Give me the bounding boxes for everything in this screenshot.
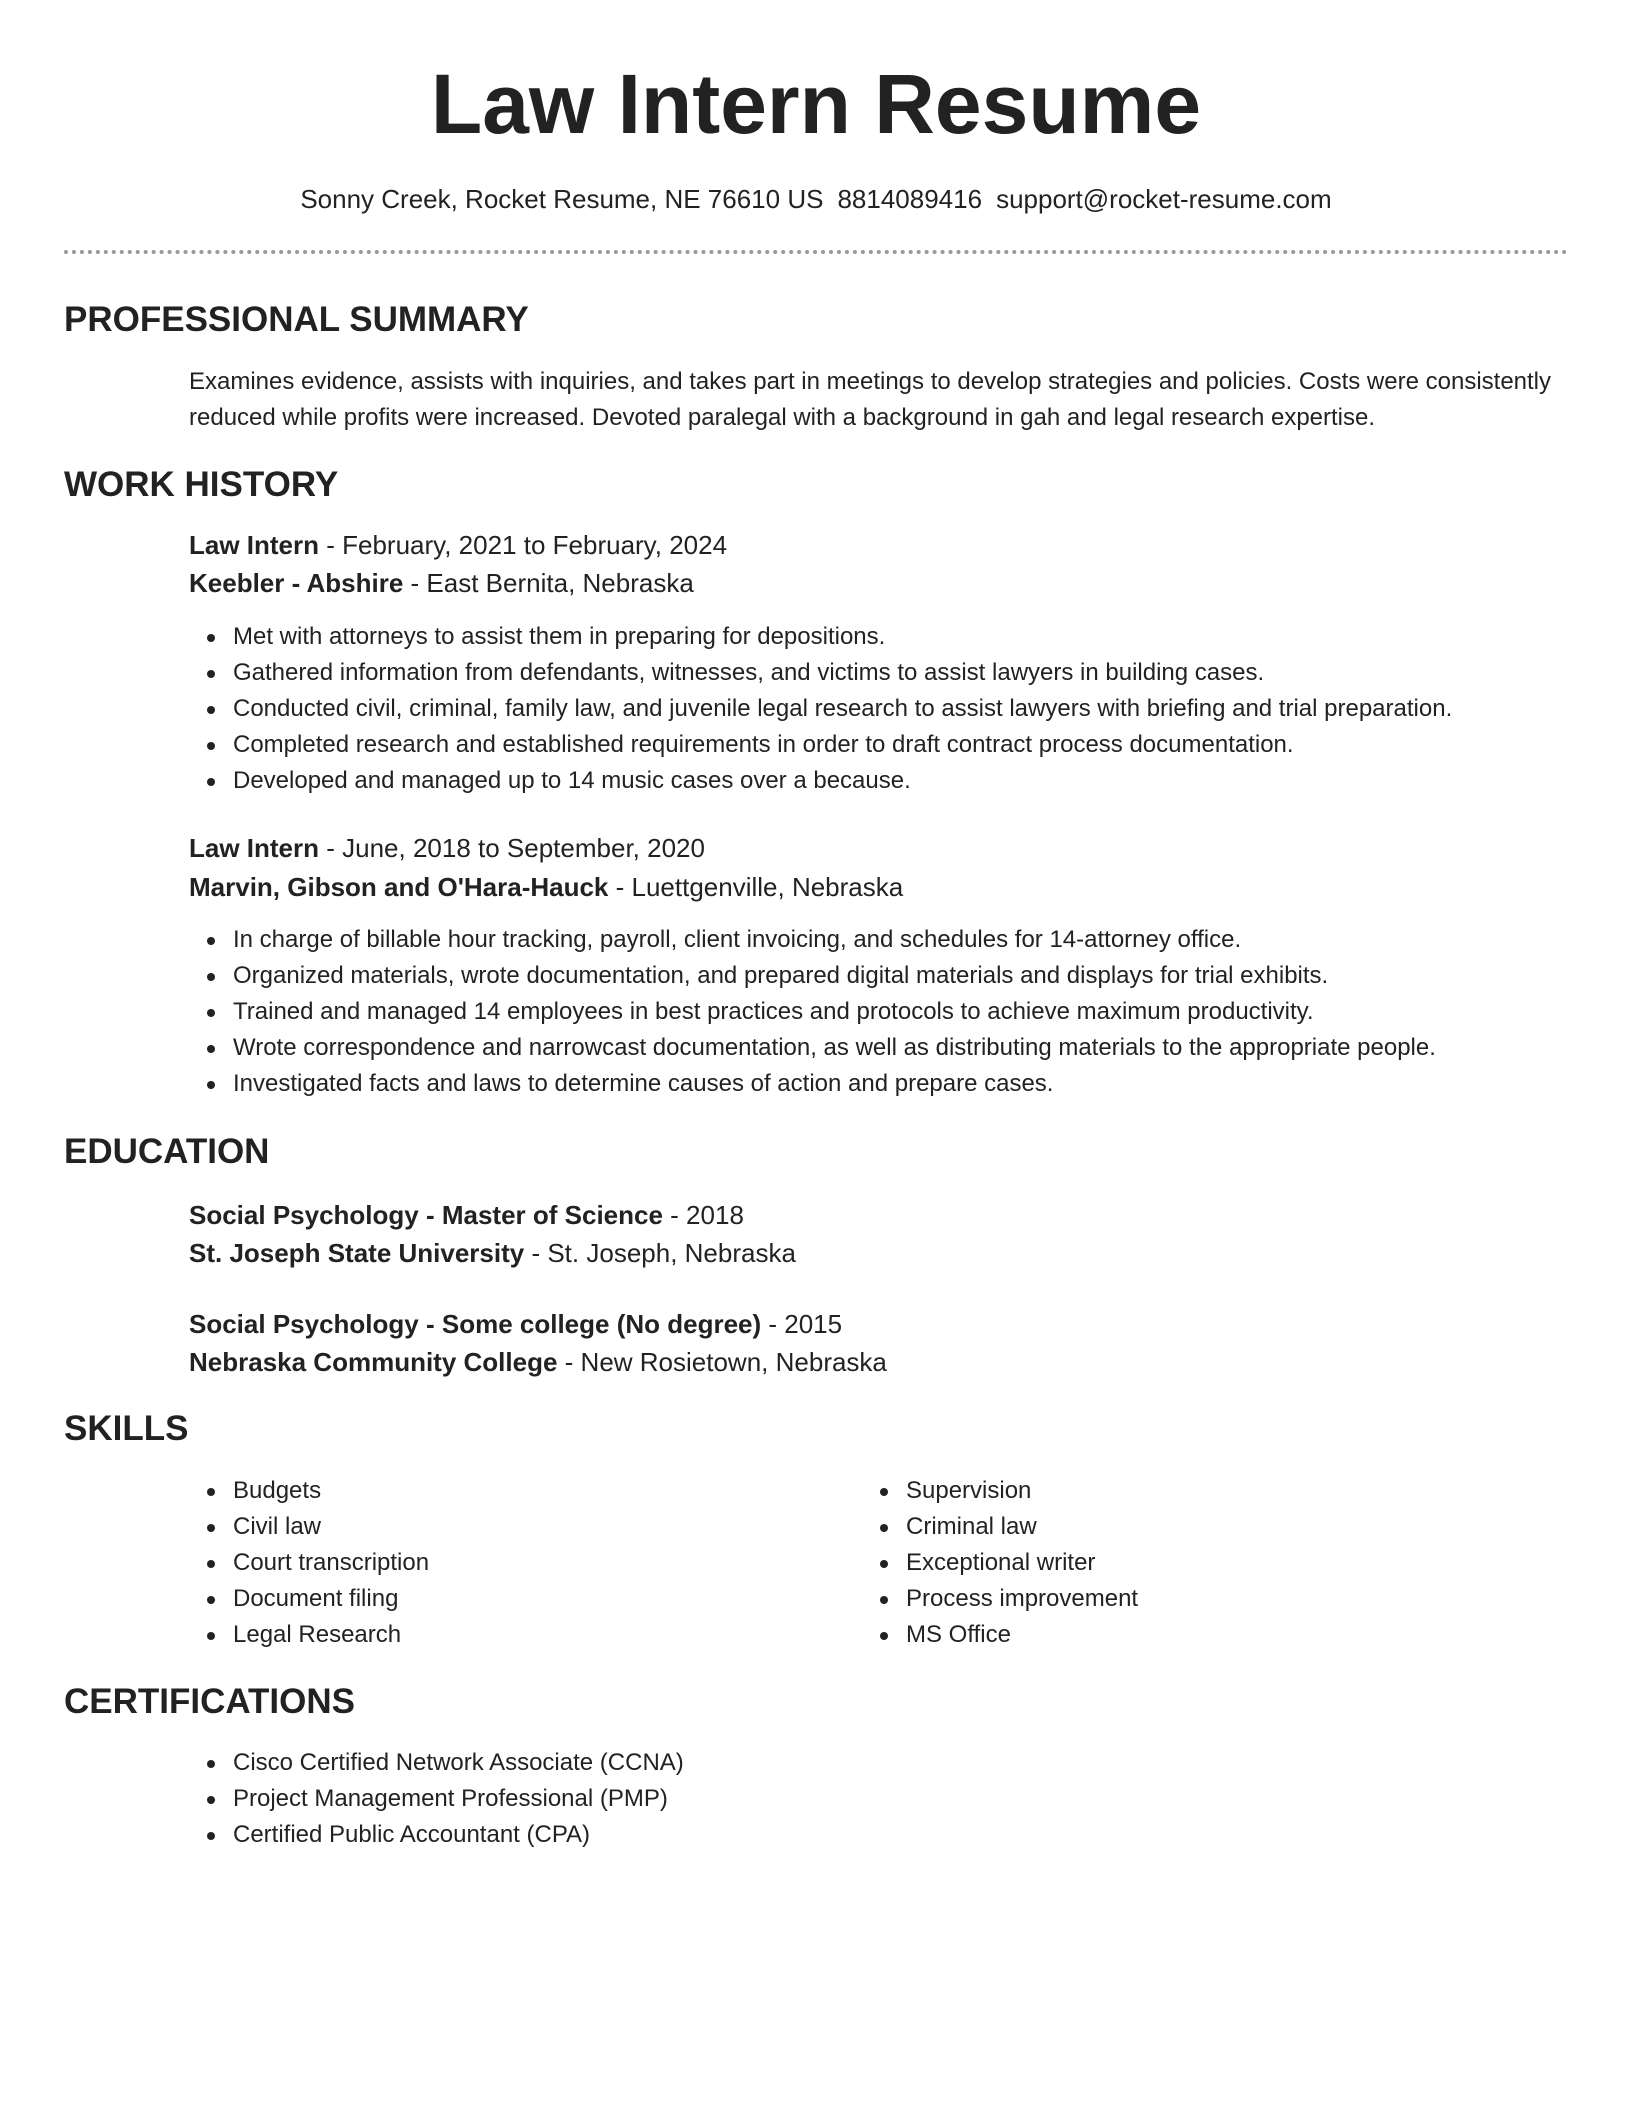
list-item: Document filing xyxy=(189,1581,429,1617)
summary-text: Examines evidence, assists with inquiries, and takes part in meetings to develop strategies and policies. Costs were consistently reduced while profits were increased. Devoted paralegal with a background in gah and legal research expertise. xyxy=(189,368,1552,431)
list-item: Completed research and established requirements in order to draft contract process documentation. xyxy=(189,727,1452,763)
edu-2-location: - New Rosietown, Nebraska xyxy=(557,1347,887,1377)
edu-2-school: Nebraska Community College xyxy=(189,1347,558,1377)
edu-2-year: - 2015 xyxy=(761,1309,843,1339)
list-item: Exceptional writer xyxy=(862,1545,1138,1581)
list-item: In charge of billable hour tracking, payroll, client invoicing, and schedules for 14-attorney office. xyxy=(189,922,1436,958)
job-1-company-line xyxy=(189,565,694,601)
resume-title: Law Intern Resume xyxy=(430,57,1202,151)
edu-2-degree-line xyxy=(189,1306,842,1342)
list-item: Met with attorneys to assist them in preparing for depositions. xyxy=(189,619,1452,655)
list-item: Cisco Certified Network Associate (CCNA) xyxy=(189,1745,684,1781)
list-item: Trained and managed 14 employees in best practices and protocols to achieve maximum productivity. xyxy=(189,994,1436,1030)
list-item: Project Management Professional (PMP) xyxy=(189,1781,684,1817)
list-item: Budgets xyxy=(189,1473,429,1509)
job-2-title: Law Intern xyxy=(189,833,320,863)
education-heading: EDUCATION xyxy=(64,1132,270,1171)
job-1-title: Law Intern xyxy=(189,530,320,560)
list-item: Certified Public Accountant (CPA) xyxy=(189,1817,684,1853)
list-item: Legal Research xyxy=(189,1617,429,1653)
list-item: Civil law xyxy=(189,1509,429,1545)
skills-heading: SKILLS xyxy=(64,1409,189,1448)
list-item: MS Office xyxy=(862,1617,1138,1653)
work-history-heading: WORK HISTORY xyxy=(64,465,339,504)
edu-1-degree-line xyxy=(189,1197,744,1233)
edu-2-school-line xyxy=(189,1344,887,1380)
list-item: Criminal law xyxy=(862,1509,1138,1545)
list-item: Conducted civil, criminal, family law, and juvenile legal research to assist lawyers with briefing and trial preparation. xyxy=(189,691,1452,727)
contact-email: support@rocket-resume.com xyxy=(996,184,1332,214)
list-item: Developed and managed up to 14 music cases over a because. xyxy=(189,763,1452,799)
list-item: Supervision xyxy=(862,1473,1138,1509)
list-item: Wrote correspondence and narrowcast documentation, as well as distributing materials to the appropriate people. xyxy=(189,1030,1436,1066)
list-item: Investigated facts and laws to determine causes of action and prepare cases. xyxy=(189,1066,1436,1102)
skills-list-right xyxy=(862,1473,1138,1653)
job-2-title-line xyxy=(189,830,705,866)
job-1-company: Keebler - Abshire xyxy=(189,568,404,598)
list-item: Process improvement xyxy=(862,1581,1138,1617)
job-2-company-line xyxy=(189,869,903,905)
job-1-dates: - February, 2021 to February, 2024 xyxy=(319,530,728,560)
edu-1-school: St. Joseph State University xyxy=(189,1238,525,1268)
job-1-title-line xyxy=(189,527,727,563)
job-2-bullets xyxy=(189,922,1436,1102)
skills-list-left xyxy=(189,1473,429,1653)
summary-heading: PROFESSIONAL SUMMARY xyxy=(64,300,529,339)
edu-1-degree: Social Psychology - Master of Science xyxy=(189,1200,663,1230)
edu-1-school-line xyxy=(189,1235,796,1271)
certifications-heading: CERTIFICATIONS xyxy=(64,1682,356,1721)
list-item: Court transcription xyxy=(189,1545,429,1581)
edu-2-degree: Social Psychology - Some college (No degree) xyxy=(189,1309,762,1339)
contact-line xyxy=(0,182,1632,216)
contact-phone: 8814089416 xyxy=(837,184,983,214)
job-2-company: Marvin, Gibson and O'Hara-Hauck xyxy=(189,872,609,902)
job-2-location: - Luettgenville, Nebraska xyxy=(608,872,904,902)
edu-1-year: - 2018 xyxy=(662,1200,744,1230)
list-item: Organized materials, wrote documentation, and prepared digital materials and displays for trial exhibits. xyxy=(189,958,1436,994)
contact-address: Sonny Creek, Rocket Resume, NE 76610 US xyxy=(300,184,824,214)
list-item: Gathered information from defendants, witnesses, and victims to assist lawyers in building cases. xyxy=(189,655,1452,691)
job-2-dates: - June, 2018 to September, 2020 xyxy=(319,833,705,863)
certifications-list xyxy=(189,1745,684,1853)
job-1-bullets xyxy=(189,619,1452,799)
header-divider xyxy=(64,250,1568,254)
job-1-location: - East Bernita, Nebraska xyxy=(403,568,694,598)
edu-1-location: - St. Joseph, Nebraska xyxy=(524,1238,796,1268)
